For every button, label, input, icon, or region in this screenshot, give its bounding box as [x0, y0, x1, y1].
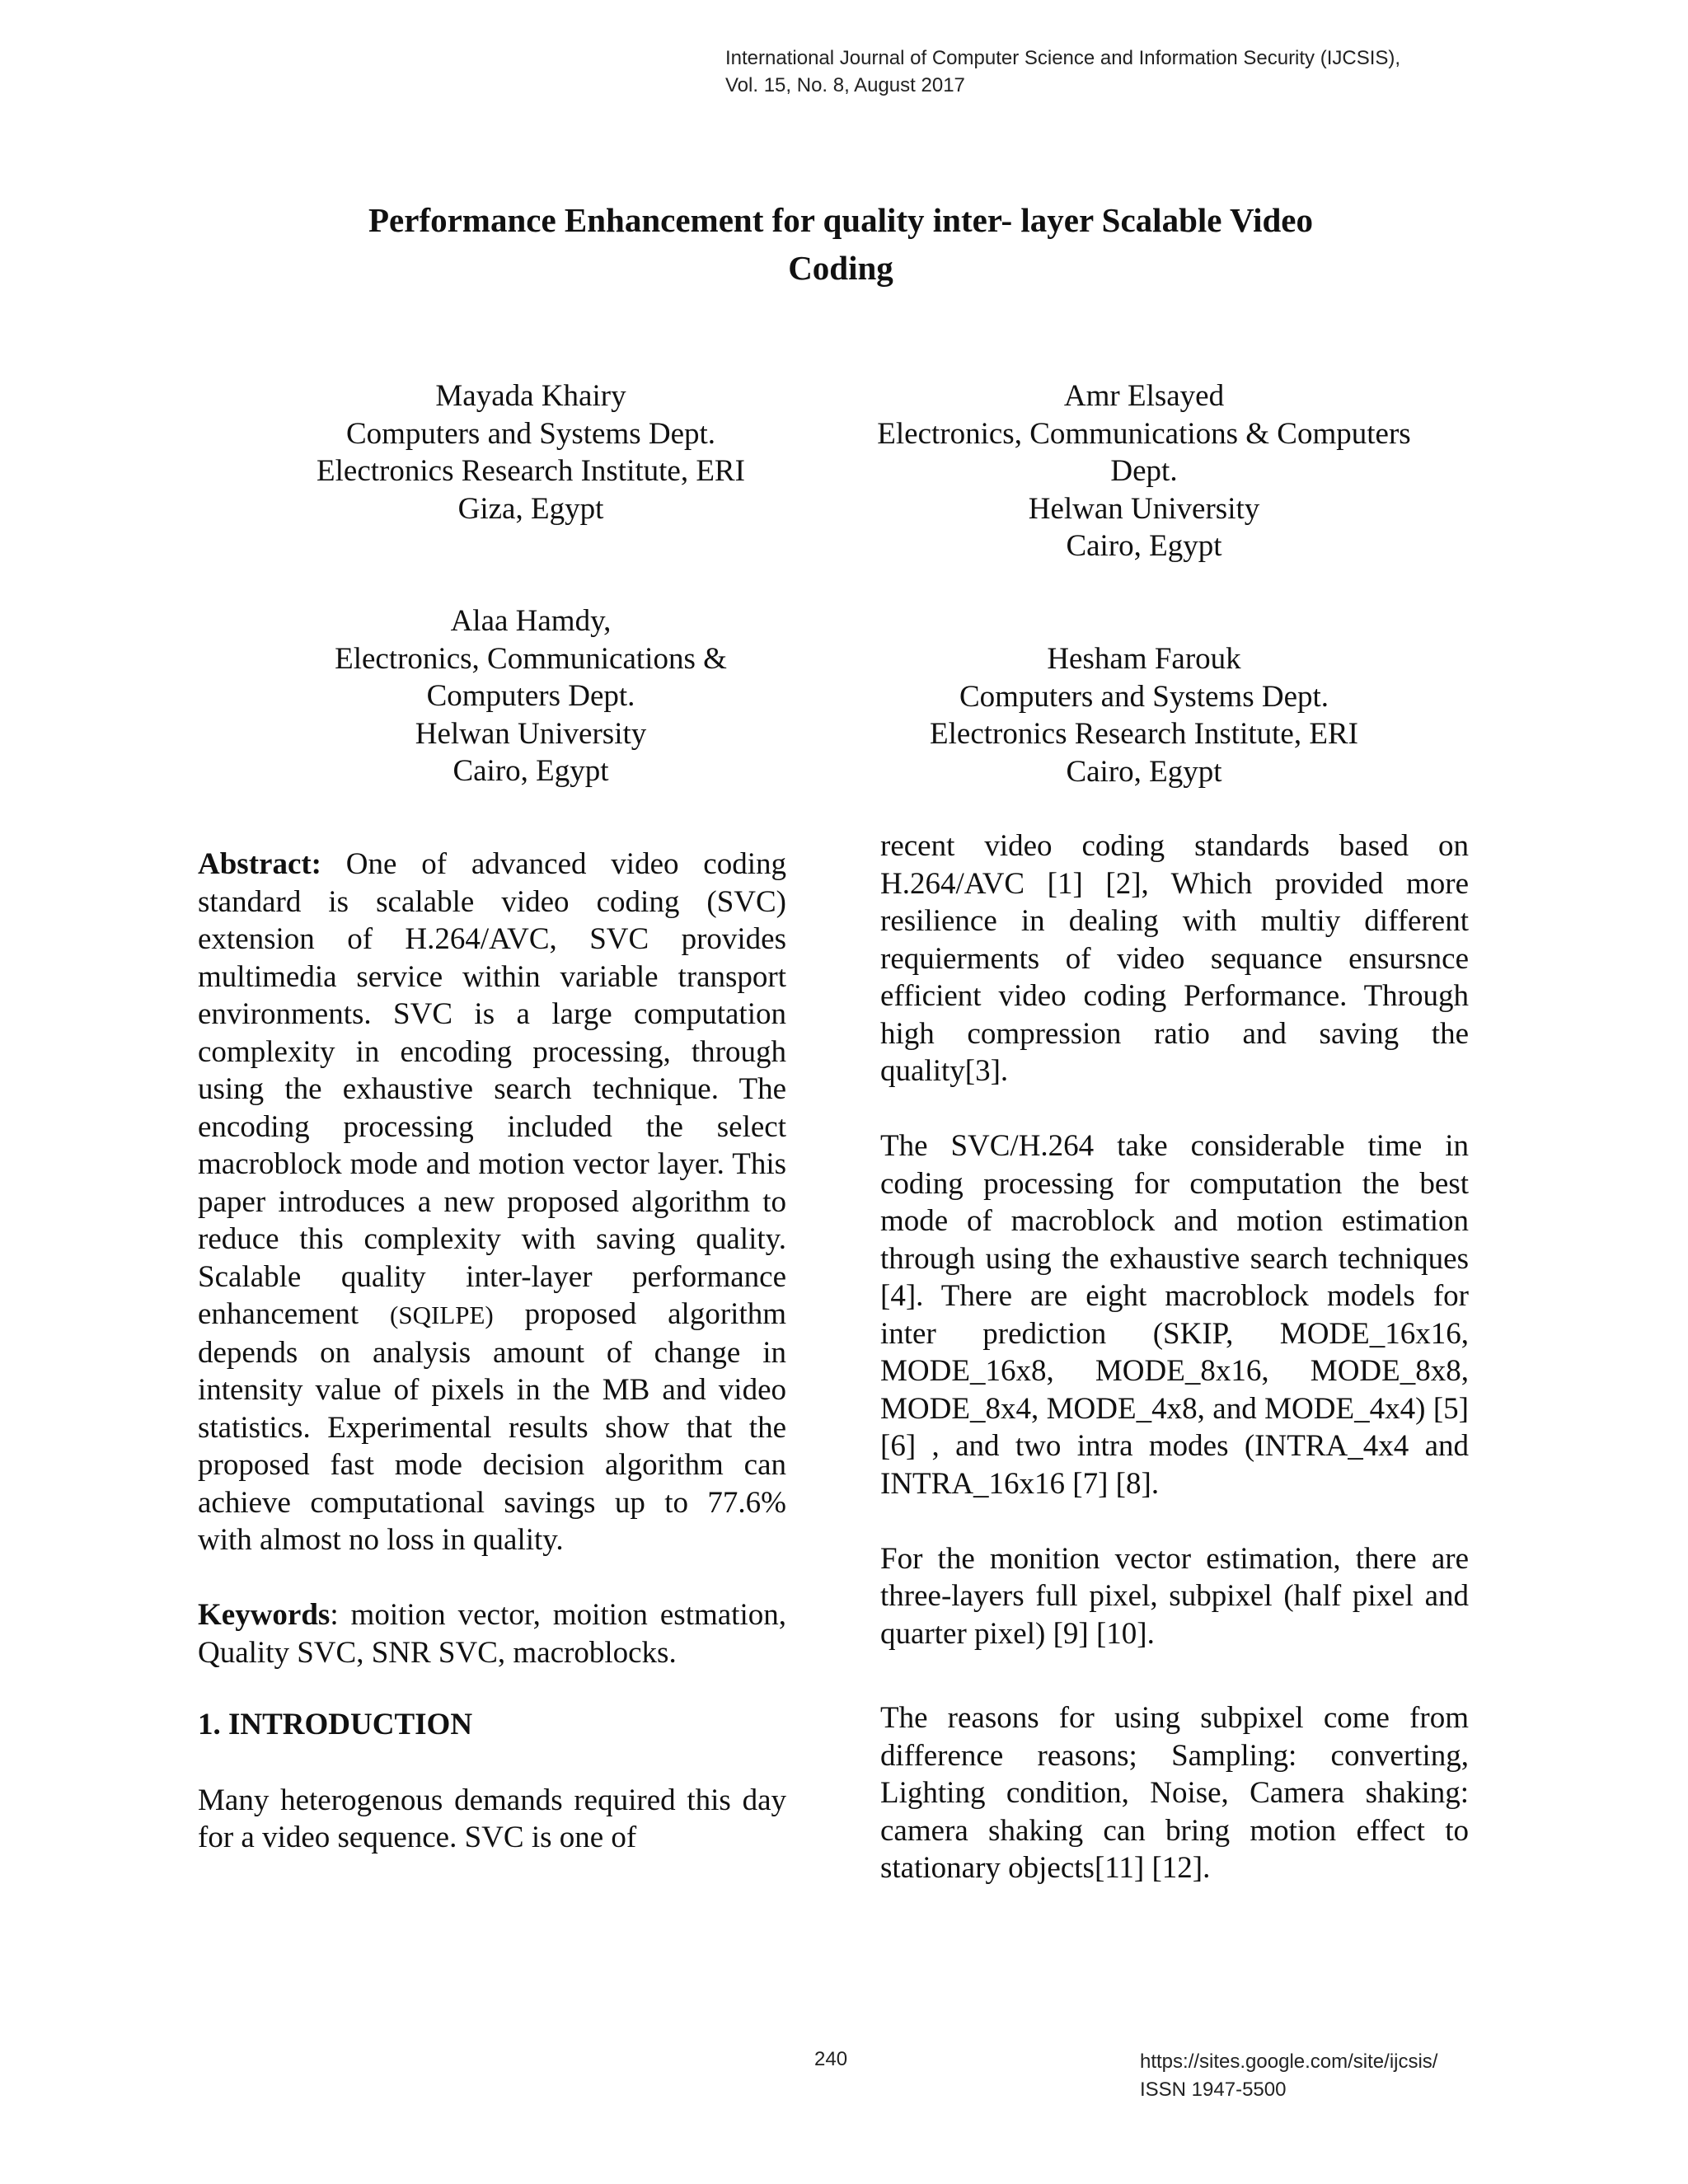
abstract-text-cont: proposed algorithm depends on analysis amount of change in intensity value of pixels in the MB and video statistics. Experimental results show that the proposed fast mode decision algorithm can achieve computational savings up to 77.6% with almost no loss in quality. [198, 1297, 787, 1557]
body-paragraph-4: The reasons for using subpixel come from difference reasons; Sampling: converting, Lighting condition, Noise, Camera shaking: camera shaking can bring motion effect to stationary objects[11] [12]. [880, 1701, 1469, 1885]
author-location: Cairo, Egypt [1066, 529, 1222, 563]
body-paragraph-3: For the monition vector estimation, there are three-layers full pixel, subpixel (half pixel and quarter pixel) [9] [10]. [880, 1541, 1469, 1651]
paper-title-line-2: Coding [788, 249, 893, 287]
author-department-cont: Computers Dept. [426, 679, 635, 713]
author-block-hesham-farouk [814, 640, 1474, 790]
author-location: Giza, Egypt [457, 491, 604, 526]
journal-volume: Vol. 15, No. 8, August 2017 [725, 74, 965, 96]
section-heading-introduction: 1. INTRODUCTION [198, 1708, 473, 1741]
body-paragraph-1: recent video coding standards based on H.264/AVC [1] [2], Which provided more resilience in dealing with multiy different requierments of video sequance ensursnce efficient video coding Performance. Through high compression ratio and saving the quality[3]. [880, 829, 1469, 1088]
author-block-mayada-khairy [201, 377, 860, 527]
author-institution: Electronics Research Institute, ERI [316, 454, 745, 488]
footer-info [1140, 2048, 1437, 2104]
author-block-alaa-hamdy [201, 602, 860, 790]
journal-name: International Journal of Computer Science and Information Security (IJCSIS), [725, 47, 1401, 69]
author-location: Cairo, Egypt [1066, 754, 1222, 789]
author-location: Cairo, Egypt [452, 754, 609, 788]
journal-url: https://sites.google.com/site/ijcsis/ [1140, 2050, 1438, 2073]
keywords-label: Keywords [198, 1598, 331, 1632]
page-number: 240 [814, 2048, 848, 2070]
keywords-text: : moition vector, moition estmation, Quality SVC, SNR SVC, macroblocks. [198, 1598, 786, 1670]
author-department: Electronics, Communications & [335, 641, 727, 676]
author-institution: Helwan University [415, 716, 647, 751]
abstract-text: One of advanced video coding standard is scalable video coding (SVC) extension of H.264/AVC, SVC provides multimedia service within variable transport environments. SVC is a large computation complexity in encoding processing, through using the exhaustive search technique. The encoding processing included the select macroblock mode and motion vector layer. This paper introduces a new proposed algorithm to reduce this complexity with saving quality. Scalable quality inter-layer performance enhancement [198, 847, 786, 1331]
left-column [198, 846, 786, 1857]
author-department-cont: Dept. [1110, 454, 1178, 488]
author-department: Electronics, Communications & Computers [877, 416, 1411, 451]
author-name: Mayada Khairy [435, 379, 626, 413]
author-name: Hesham Farouk [1047, 642, 1241, 676]
abstract [198, 846, 786, 1559]
author-name: Amr Elsayed [1063, 379, 1225, 413]
author-name: Alaa Hamdy, [450, 604, 612, 638]
paper-title-line-1: Performance Enhancement for quality inter- layer Scalable Video [368, 201, 1313, 239]
journal-header [725, 45, 1400, 99]
introduction-paragraph: Many heterogenous demands required this day for a video sequence. SVC is one of [198, 1783, 786, 1854]
author-institution: Electronics Research Institute, ERI [930, 717, 1358, 751]
author-department: Computers and Systems Dept. [959, 679, 1329, 714]
body-paragraph-2: The SVC/H.264 take considerable time in coding processing for computation the best mode of macroblock and motion estimation through using the exhaustive search techniques [4]. There are eight macroblock models for inter prediction (SKIP, MODE_16x16, MODE_16x8, MODE_8x16, MODE_8x8, MODE_8x4, MODE_4x8, and MODE_4x4) [5] [6] , and two intra modes (INTRA_4x4 and INTRA_16x16 [7] [8]. [880, 1129, 1469, 1501]
keywords [198, 1596, 786, 1671]
author-block-amr-elsayed [814, 377, 1474, 565]
author-department: Computers and Systems Dept. [345, 416, 716, 451]
abstract-label: Abstract: [198, 847, 322, 881]
paper-title [247, 196, 1434, 292]
author-institution: Helwan University [1028, 491, 1260, 526]
right-column [880, 827, 1469, 1887]
journal-issn: ISSN 1947-5500 [1140, 2079, 1287, 2101]
abstract-acronym: (SQILPE) [390, 1301, 494, 1329]
